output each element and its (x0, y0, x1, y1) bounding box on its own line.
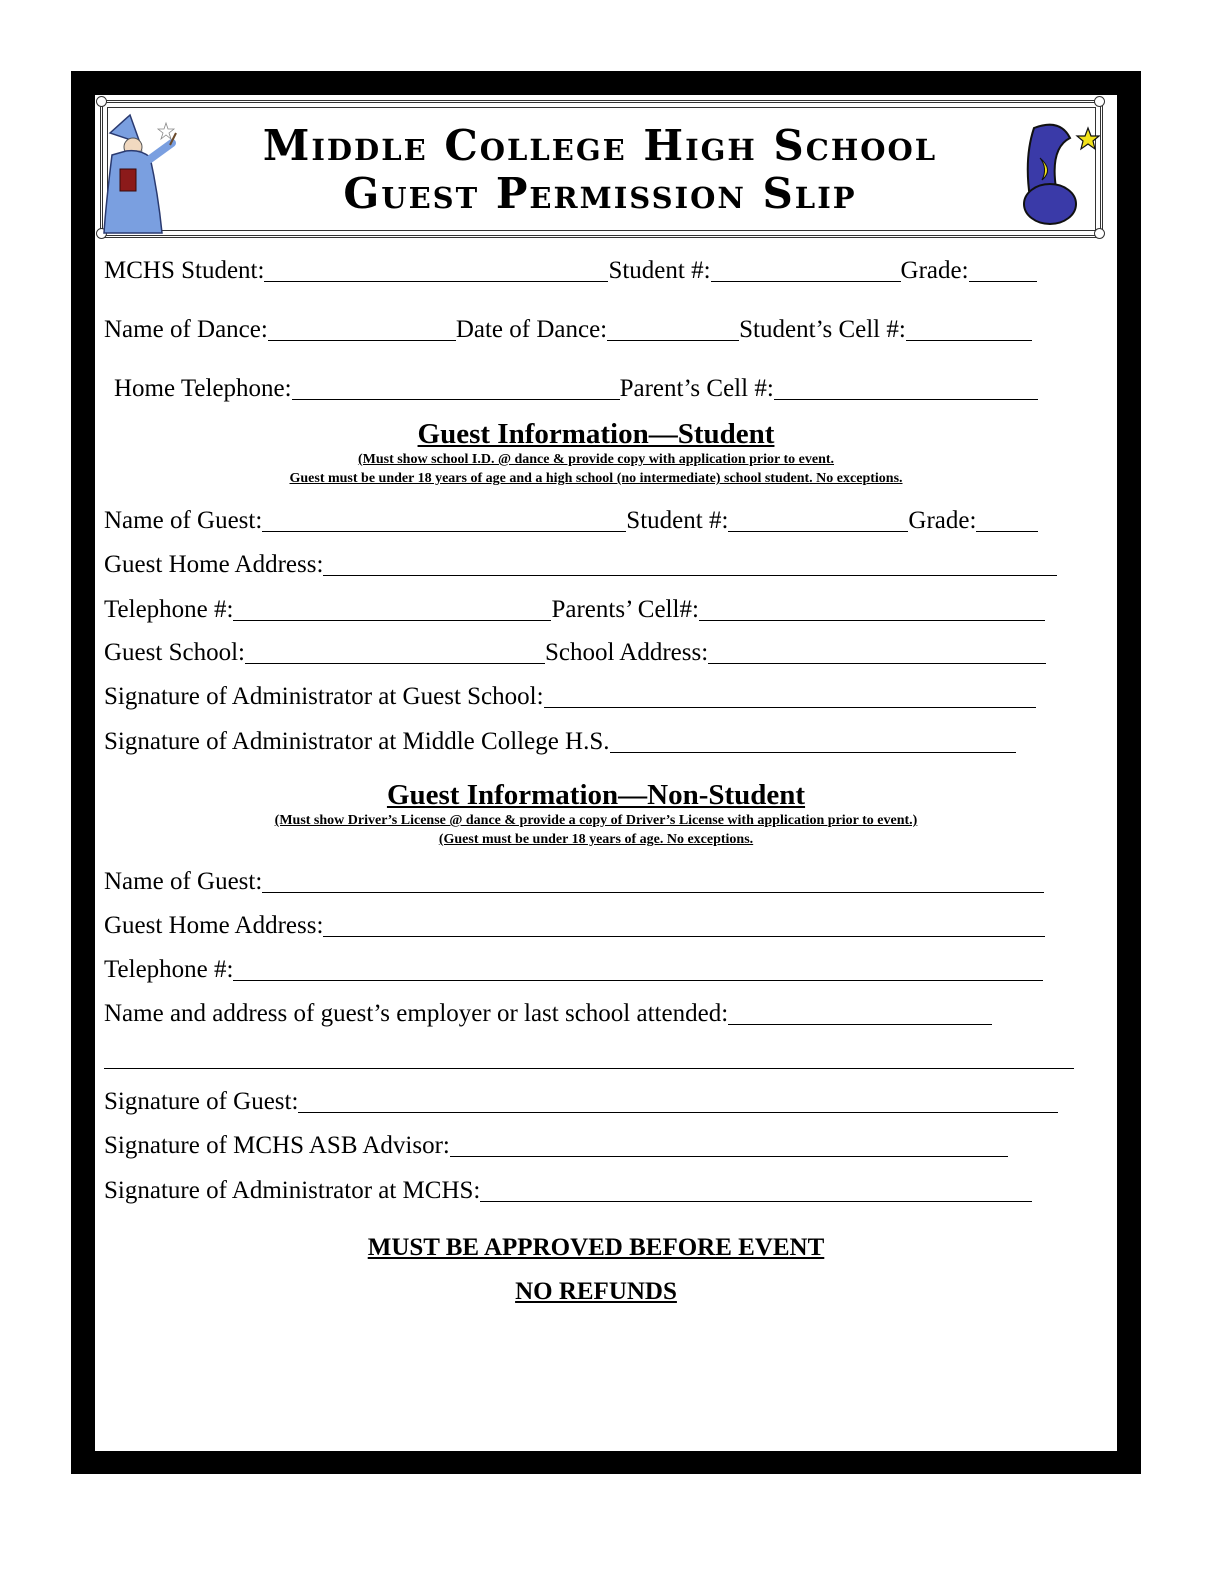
school-address-field[interactable] (708, 641, 1046, 664)
guest-nonstudent-row-4 (104, 999, 992, 1029)
guest-grade-field[interactable] (976, 509, 1038, 532)
guest-nonstudent-note-1: (Must show Driver’s License @ dance & provide a copy of Driver’s License with application prior to event.) (274, 813, 918, 828)
sig-admin-mchs-field[interactable] (610, 730, 1016, 753)
student-cell-field[interactable] (906, 318, 1032, 341)
nonstudent-home-address-field[interactable] (323, 914, 1045, 937)
guest-nonstudent-row-1 (104, 867, 1044, 897)
employer-field[interactable] (728, 1002, 992, 1025)
label-sig-admin-mchs: Signature of Administrator at Middle College H.S. (104, 728, 610, 755)
guest-student-row-6 (104, 727, 1016, 757)
parent-cell-field[interactable] (774, 377, 1038, 400)
name-of-dance-field[interactable] (268, 318, 456, 341)
grade-field[interactable] (969, 259, 1037, 282)
sig-admin-field[interactable] (480, 1179, 1032, 1202)
sig-admin-guest-school-field[interactable] (544, 685, 1036, 708)
label-employer: Name and address of guest’s employer or last school attended: (104, 1000, 729, 1027)
mchs-student-field[interactable] (264, 259, 608, 282)
label-sig-guest: Signature of Guest: (104, 1088, 299, 1115)
guest-student-number-field[interactable] (728, 509, 908, 532)
label-nonstudent-guest-name: Name of Guest: (104, 868, 263, 895)
guest-nonstudent-row-3 (104, 955, 1043, 985)
label-nonstudent-home-address: Guest Home Address: (104, 912, 324, 939)
label-guest-home-address: Guest Home Address: (104, 551, 324, 578)
title-line-school: Middle College High School (262, 121, 938, 170)
label-date-of-dance: Date of Dance: (455, 316, 608, 343)
student-row-2 (104, 315, 1032, 345)
sig-asb-field[interactable] (450, 1134, 1008, 1157)
label-mchs-student: MCHS Student: (104, 257, 265, 284)
nonstudent-telephone-field[interactable] (233, 958, 1043, 981)
label-guest-student-number: Student #: (626, 507, 729, 534)
label-school-address: School Address: (544, 639, 709, 666)
guest-nonstudent-note-2: (Guest must be under 18 years of age. No exceptions. (438, 832, 754, 847)
student-number-field[interactable] (711, 259, 901, 282)
approval-notice: MUST BE APPROVED BEFORE EVENT (367, 1234, 825, 1261)
employer-field-continued[interactable] (104, 1046, 1074, 1069)
label-guest-telephone: Telephone #: (104, 596, 234, 623)
refund-notice: NO REFUNDS (515, 1278, 677, 1305)
guest-nonstudent-row-5 (104, 1043, 1074, 1073)
sig-guest-field[interactable] (298, 1090, 1058, 1113)
home-telephone-field[interactable] (292, 377, 620, 400)
guest-student-row-2 (104, 550, 1057, 580)
guest-student-row-4 (104, 638, 1046, 668)
date-of-dance-field[interactable] (607, 318, 739, 341)
guest-home-address-field[interactable] (323, 553, 1057, 576)
label-sig-admin-guest-school: Signature of Administrator at Guest School: (104, 683, 544, 710)
guest-student-row-1 (104, 506, 1038, 536)
title-line-slip: Guest Permission Slip (343, 169, 857, 218)
label-parent-cell: Parent’s Cell #: (619, 375, 774, 402)
banner-corner-ornament (1094, 96, 1105, 107)
label-nonstudent-telephone: Telephone #: (104, 956, 234, 983)
label-name-of-dance: Name of Dance: (104, 316, 268, 343)
guest-student-heading: Guest Information—Student (417, 418, 775, 450)
guest-school-field[interactable] (245, 641, 545, 664)
student-row-1 (104, 256, 1037, 286)
label-student-cell: Student’s Cell #: (739, 316, 906, 343)
label-sig-admin: Signature of Administrator at MCHS: (104, 1177, 481, 1204)
label-student-number: Student #: (608, 257, 711, 284)
guest-nonstudent-row-6 (104, 1087, 1058, 1117)
guest-nonstudent-row-8 (104, 1176, 1032, 1206)
label-home-telephone: Home Telephone: (114, 375, 292, 402)
guest-student-note-1: (Must show school I.D. @ dance & provide copy with application prior to event. (357, 452, 835, 467)
nonstudent-guest-name-field[interactable] (262, 870, 1044, 893)
label-guest-parents-cell: Parents’ Cell#: (551, 596, 699, 623)
guest-nonstudent-row-7 (104, 1131, 1008, 1161)
label-guest-school: Guest School: (104, 639, 245, 666)
label-sig-asb: Signature of MCHS ASB Advisor: (104, 1132, 450, 1159)
label-grade: Grade: (900, 257, 969, 284)
guest-student-note-2: Guest must be under 18 years of age and a high school (no intermediate) school student. No exceptions. (289, 471, 903, 486)
guest-parents-cell-field[interactable] (699, 598, 1045, 621)
student-row-3 (114, 374, 1038, 404)
label-guest-name: Name of Guest: (104, 507, 263, 534)
guest-nonstudent-row-2 (104, 911, 1045, 941)
guest-nonstudent-heading: Guest Information—Non-Student (386, 779, 806, 811)
guest-telephone-field[interactable] (233, 598, 551, 621)
guest-student-row-3 (104, 595, 1045, 625)
guest-student-row-5 (104, 682, 1036, 712)
label-guest-grade: Grade: (908, 507, 977, 534)
banner-corner-ornament (96, 96, 107, 107)
guest-name-field[interactable] (262, 509, 626, 532)
